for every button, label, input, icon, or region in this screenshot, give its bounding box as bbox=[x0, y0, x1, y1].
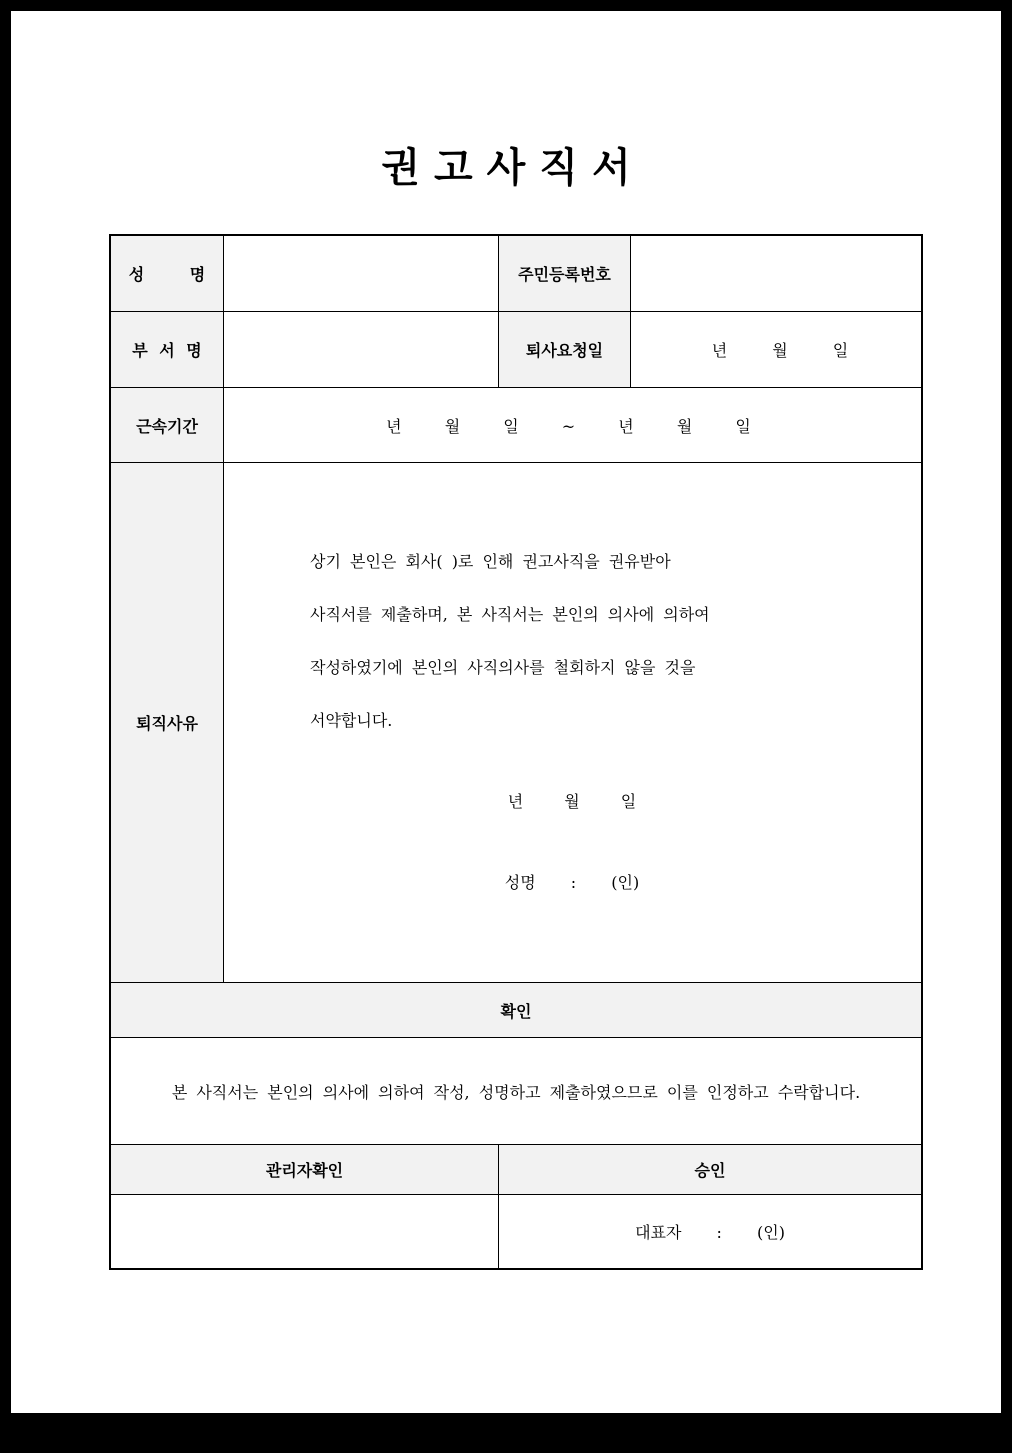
reason-signature[interactable]: 성명 : (인) bbox=[504, 873, 640, 892]
employment-period-value[interactable]: 년 월 일 ~ 년 월 일 bbox=[223, 387, 921, 462]
reason-label: 퇴직사유 bbox=[111, 462, 223, 982]
reason-line: 사직서를 제출하며, 본 사직서는 본인의 의사에 의하여 bbox=[310, 605, 710, 624]
confirmation-header: 확인 bbox=[111, 982, 921, 1037]
resident-id-field[interactable] bbox=[630, 236, 921, 311]
reason-cell bbox=[223, 462, 921, 982]
document-title: 권고사직서 bbox=[381, 144, 645, 191]
manager-confirm-label: 관리자확인 bbox=[111, 1144, 498, 1194]
approval-label: 승인 bbox=[498, 1144, 921, 1194]
reason-date[interactable]: 년 월 일 bbox=[507, 792, 637, 811]
name-field[interactable] bbox=[223, 236, 498, 311]
reason-line: 서약합니다. bbox=[310, 711, 393, 730]
resignation-request-label: 퇴사요청일 bbox=[498, 311, 630, 387]
reason-line: 상기 본인은 회사( )로 인해 권고사직을 권유받아 bbox=[310, 552, 671, 571]
reason-line: 작성하였기에 본인의 사직의사를 철회하지 않을 것을 bbox=[310, 658, 696, 677]
department-label: 부 서 명 bbox=[111, 311, 223, 387]
reason-text bbox=[310, 535, 870, 747]
resident-id-label: 주민등록번호 bbox=[498, 236, 630, 311]
employment-period-label: 근속기간 bbox=[111, 387, 223, 462]
resignation-request-date[interactable]: 년 월 일 bbox=[630, 311, 921, 387]
manager-confirm-field[interactable] bbox=[111, 1194, 498, 1268]
ceo-signature[interactable]: 대표자 : (인) bbox=[498, 1194, 921, 1268]
resignation-form bbox=[109, 234, 923, 1270]
name-label: 성 명 bbox=[111, 236, 223, 311]
confirmation-statement: 본 사직서는 본인의 의사에 의하여 작성, 성명하고 제출하였으므로 이를 인정하고 수락합니다. bbox=[111, 1037, 921, 1144]
department-field[interactable] bbox=[223, 311, 498, 387]
